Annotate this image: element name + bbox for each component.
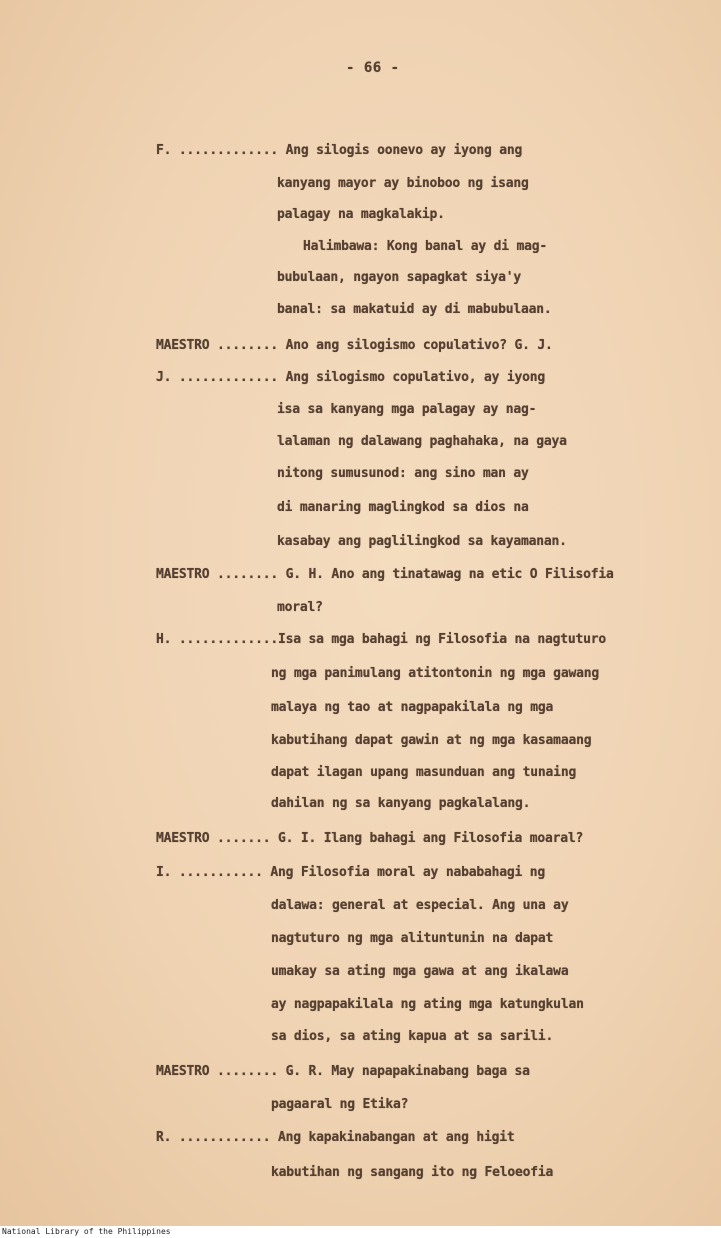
text-line: ng mga panimulang atitontonin ng mga gawang bbox=[271, 666, 599, 681]
text-line: J. ............. Ang silogismo copulativo, ay iyong bbox=[156, 370, 545, 385]
text-line: kabutihang dapat gawin at ng mga kasamaang bbox=[271, 733, 592, 748]
text-line: isa sa kanyang mga palagay ay nag- bbox=[277, 402, 537, 417]
page-number: - 66 - bbox=[346, 60, 400, 76]
text-line: malaya ng tao at nagpapakilala ng mga bbox=[271, 700, 554, 715]
text-line: MAESTRO ........ Ano ang silogismo copulativo? G. J. bbox=[156, 338, 553, 353]
text-line: MAESTRO ........ G. H. Ano ang tinatawag na etic O Filisofia bbox=[156, 567, 614, 582]
text-line: umakay sa ating mga gawa at ang ikalawa bbox=[271, 964, 569, 979]
footer-credit: National Library of the Philippines bbox=[2, 1227, 171, 1236]
text-line: R. ............ Ang kapakinabangan at ang higit bbox=[156, 1130, 515, 1145]
text-line: moral? bbox=[277, 600, 323, 615]
text-line: H. .............Isa sa mga bahagi ng Filosofia na nagtuturo bbox=[156, 632, 606, 647]
text-line: banal: sa makatuid ay di mabubulaan. bbox=[277, 302, 552, 317]
text-line: palagay na magkalakip. bbox=[277, 207, 445, 222]
text-line: I. ........... Ang Filosofia moral ay nababahagi ng bbox=[156, 865, 545, 880]
text-line: ay nagpapakilala ng ating mga katungkulan bbox=[271, 997, 584, 1012]
text-line: nagtuturo ng mga alituntunin na dapat bbox=[271, 931, 554, 946]
text-line: kasabay ang paglilingkod sa kayamanan. bbox=[277, 534, 567, 549]
text-line: bubulaan, ngayon sapagkat siya'y bbox=[277, 270, 522, 285]
text-line: MAESTRO ........ G. R. May napapakinabang baga sa bbox=[156, 1064, 530, 1079]
text-line: dahilan ng sa kanyang pagkalalang. bbox=[271, 796, 531, 811]
footer-bar bbox=[0, 1226, 721, 1238]
text-line: pagaaral ng Etika? bbox=[271, 1097, 409, 1112]
text-line: kanyang mayor ay binoboo ng isang bbox=[277, 176, 529, 191]
text-line: sa dios, sa ating kapua at sa sarili. bbox=[271, 1029, 554, 1044]
text-line: MAESTRO ....... G. I. Ilang bahagi ang Filosofia moaral? bbox=[156, 831, 584, 846]
text-line: nitong sumusunod: ang sino man ay bbox=[277, 466, 529, 481]
text-line: dalawa: general at especial. Ang una ay bbox=[271, 898, 569, 913]
text-line: kabutihan ng sangang ito ng Feloeofia bbox=[271, 1165, 554, 1180]
text-line: Halimbawa: Kong banal ay di mag- bbox=[303, 239, 548, 254]
text-line: F. ............. Ang silogis oonevo ay iyong ang bbox=[156, 143, 523, 158]
text-line: dapat ilagan upang masunduan ang tunaing bbox=[271, 765, 577, 780]
text-line: di manaring maglingkod sa dios na bbox=[277, 500, 529, 515]
text-line: lalaman ng dalawang paghahaka, na gaya bbox=[277, 434, 567, 449]
